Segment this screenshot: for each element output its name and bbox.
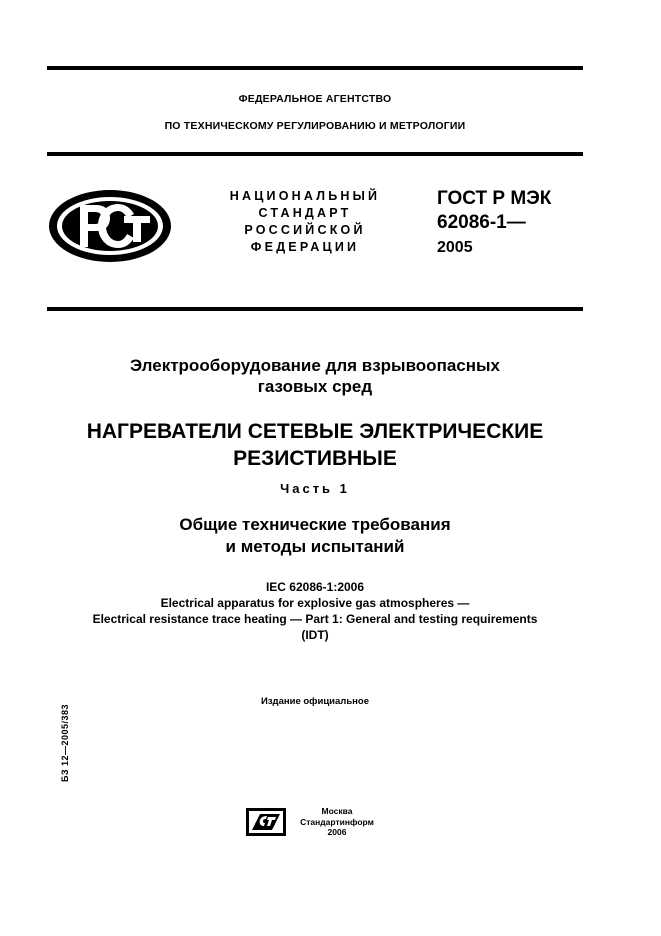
block-rule bbox=[47, 307, 583, 311]
publisher-info bbox=[292, 806, 382, 838]
standard-designation bbox=[437, 187, 551, 235]
iec-line-1: Electrical apparatus for explosive gas atmospheres — bbox=[160, 596, 470, 610]
publisher-name: Стандартинформ bbox=[300, 816, 374, 827]
national-line: НАЦИОНАЛЬНЫЙ bbox=[229, 189, 381, 203]
subtitle-line-1: Электрооборудование для взрывоопасных bbox=[130, 356, 500, 375]
edition-label: Издание официальное bbox=[261, 696, 369, 707]
part-title bbox=[47, 514, 583, 558]
rst-conformity-mark-icon bbox=[46, 187, 174, 265]
part-title-line-1: Общие технические требования bbox=[179, 515, 451, 534]
agency-line-1: ФЕДЕРАЛЬНОЕ АГЕНТСТВО bbox=[238, 93, 392, 105]
national-line: СТАНДАРТ bbox=[258, 206, 352, 220]
part-label: Часть 1 bbox=[280, 481, 350, 496]
national-line: ФЕДЕРАЦИИ bbox=[250, 240, 360, 254]
iec-reference bbox=[47, 579, 583, 643]
subtitle-line-2: газовых сред bbox=[257, 377, 373, 396]
agency-line-2: ПО ТЕХНИЧЕСКОМУ РЕГУЛИРОВАНИЮ И МЕТРОЛОГИИ bbox=[164, 120, 466, 132]
designation-line-2: 62086-1— bbox=[437, 212, 526, 233]
national-line: РОССИЙСКОЙ bbox=[244, 223, 366, 237]
part-title-line-2: и методы испытаний bbox=[225, 537, 405, 556]
side-code: БЗ 12—2005/383 bbox=[60, 703, 70, 782]
designation-year: 2005 bbox=[437, 239, 473, 256]
standartinform-logo-icon bbox=[246, 808, 286, 836]
main-title-line-2: РЕЗИСТИВНЫЕ bbox=[233, 447, 397, 470]
main-title-line-1: НАГРЕВАТЕЛИ СЕТЕВЫЕ ЭЛЕКТРИЧЕСКИЕ bbox=[86, 420, 544, 443]
header-rule bbox=[47, 152, 583, 156]
publisher-city: Москва bbox=[321, 806, 353, 816]
main-title bbox=[47, 418, 583, 472]
top-rule bbox=[47, 66, 583, 70]
subtitle bbox=[47, 355, 583, 397]
iec-code: IEC 62086-1:2006 bbox=[265, 580, 365, 594]
iec-line-2: Electrical resistance trace heating — Part 1: General and testing requirements bbox=[92, 612, 538, 626]
iec-line-3: (IDT) bbox=[301, 628, 329, 642]
national-standard-label bbox=[205, 188, 405, 256]
publisher-year: 2006 bbox=[327, 827, 347, 837]
designation-line-1: ГОСТ Р МЭК bbox=[437, 188, 552, 209]
